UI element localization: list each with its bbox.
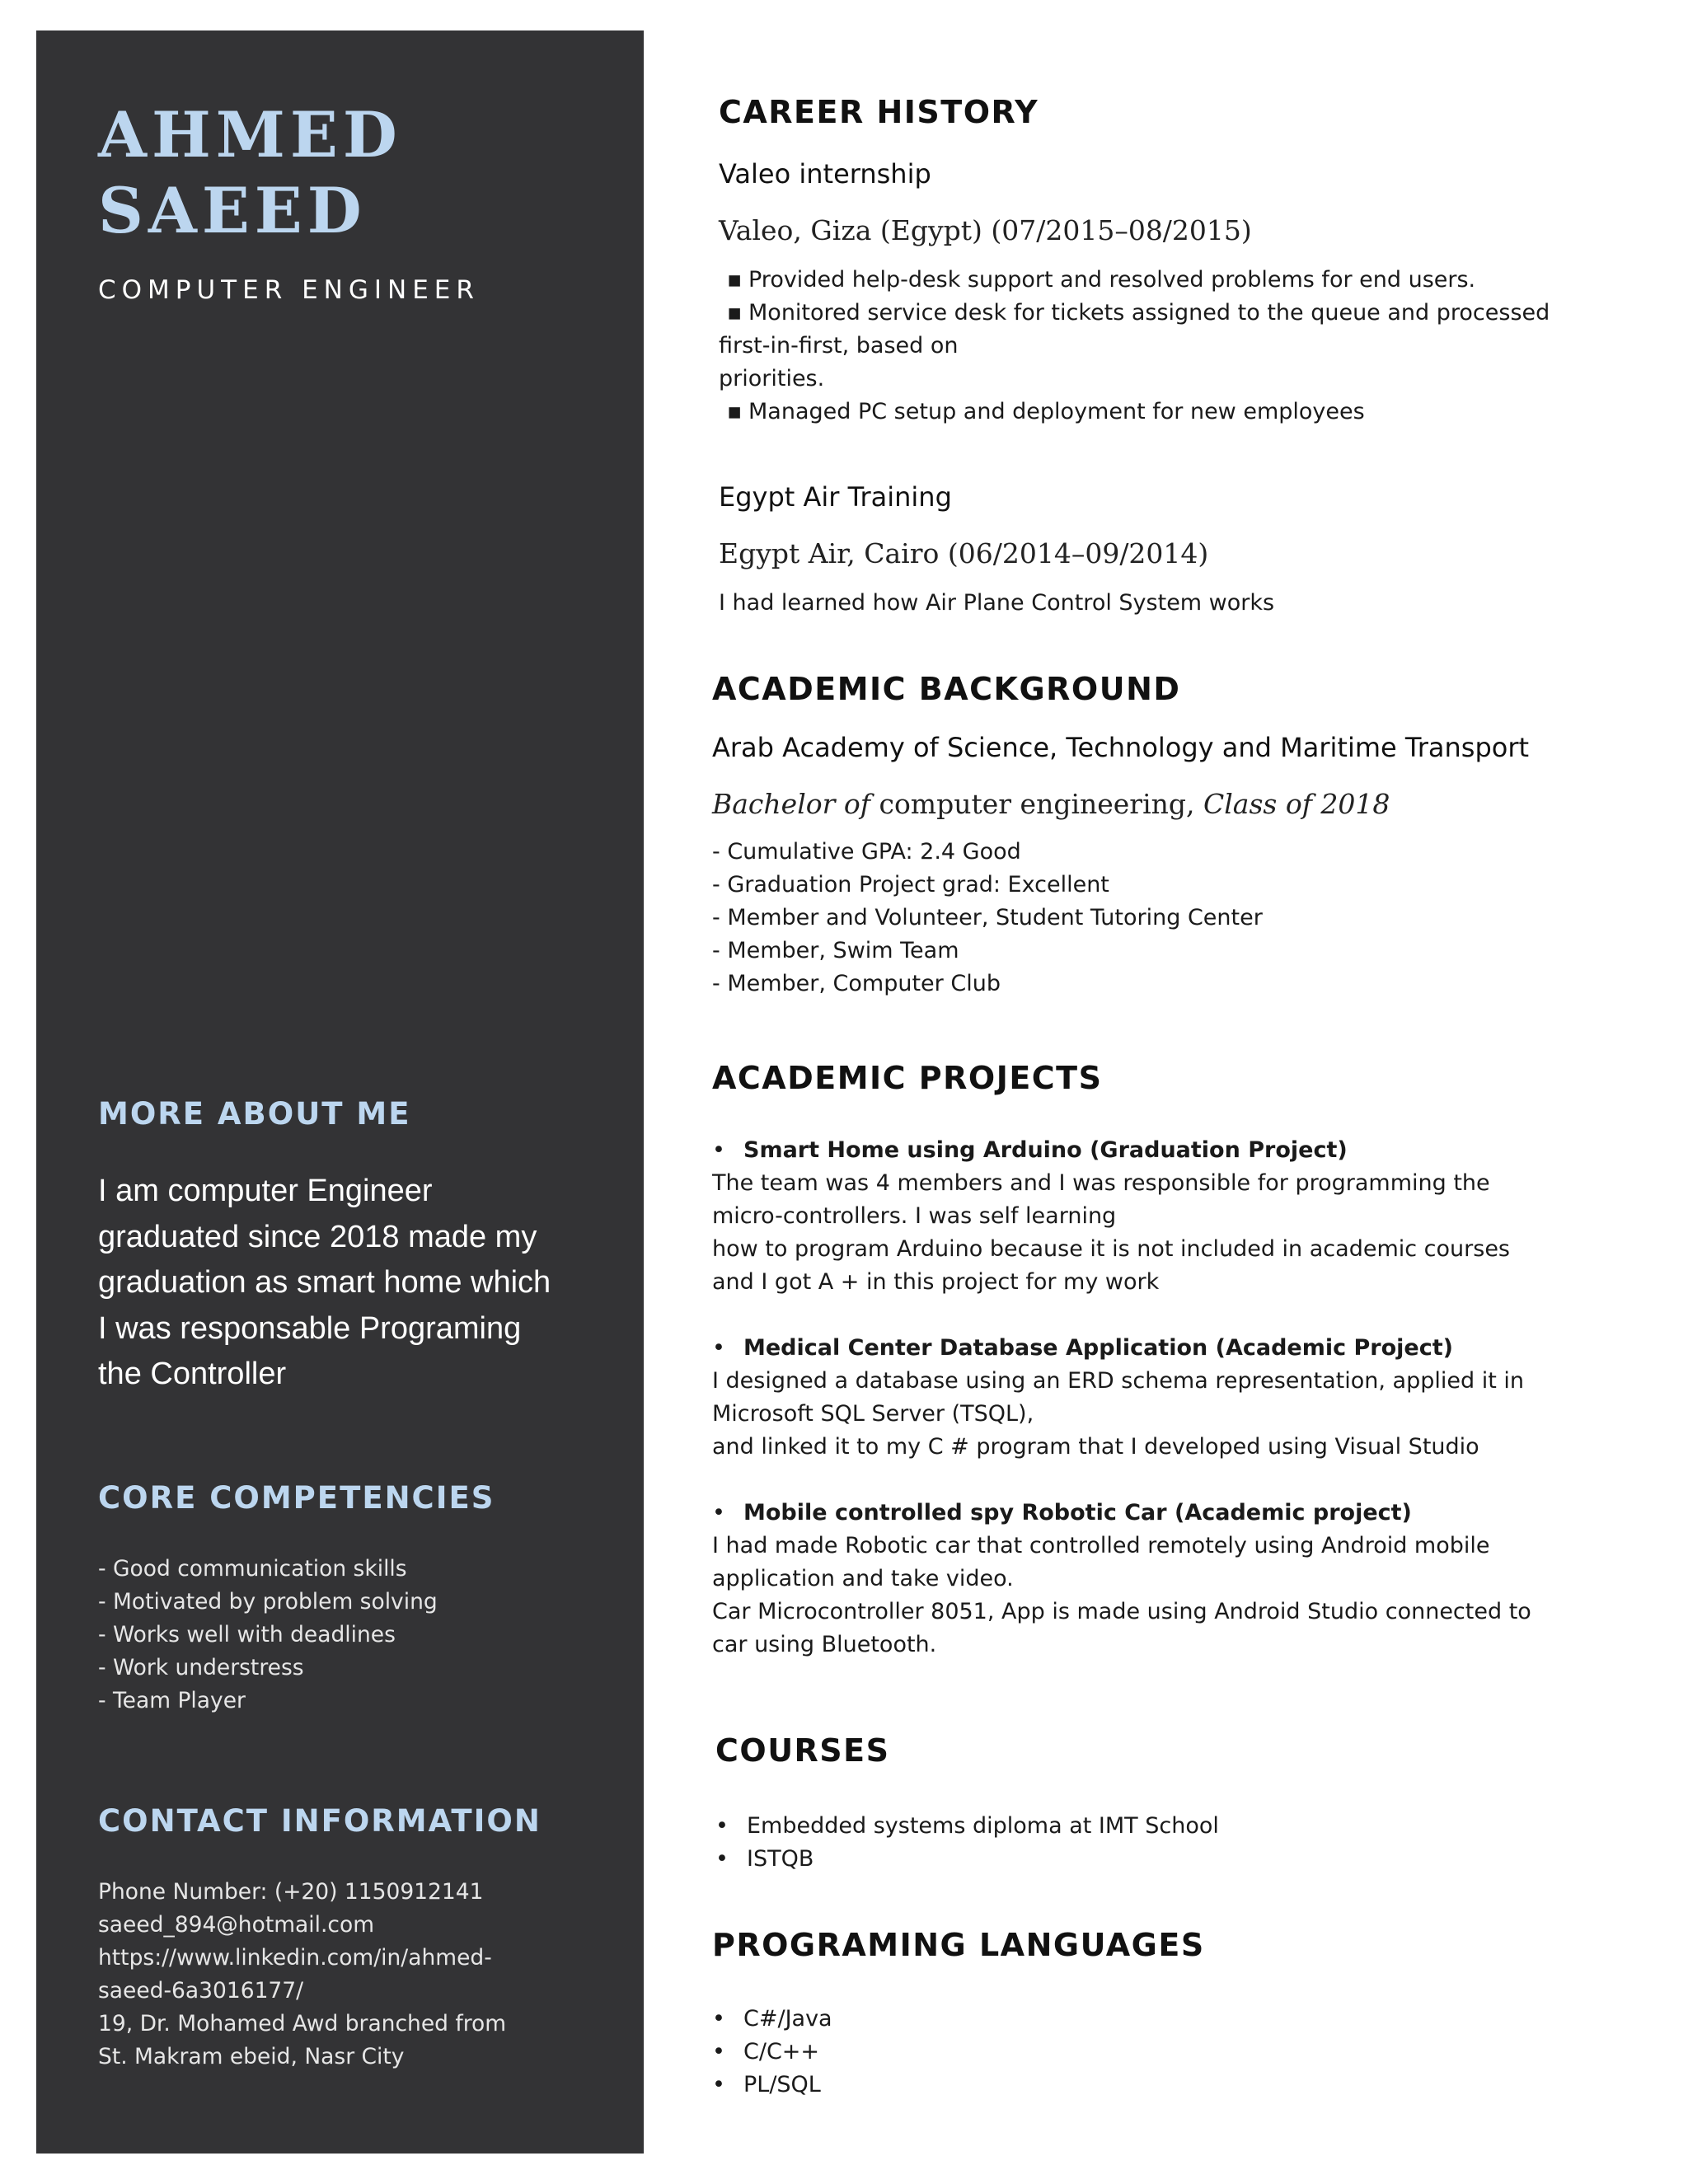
project-line: Car Microcontroller 8051, App is made using Android Studio connected to [712, 1599, 1531, 1624]
square-bullet-icon: ▪ [727, 300, 743, 326]
about-line: graduated since 2018 made my [98, 1219, 537, 1254]
bullet-icon: • [715, 1846, 729, 1872]
about-line: I am computer Engineer [98, 1174, 433, 1208]
competency-item: - Work understress [98, 1655, 304, 1680]
project-line: and I got A + in this project for my work [712, 1269, 1160, 1295]
contact-phone: Phone Number: (+20) 1150912141 [98, 1879, 484, 1905]
list-item: • PL/SQL [712, 2069, 832, 2102]
competencies-list [98, 1553, 626, 1718]
projects-list [712, 1134, 1531, 1661]
school-name: Arab Academy of Science, Technology and Maritime Transport [712, 732, 1530, 763]
competency-item: - Works well with deadlines [98, 1622, 396, 1647]
list-item: - Graduation Project grad: Excellent [712, 872, 1109, 898]
list-item: ▪ Monitored service desk for tickets assigned to the queue and processed [719, 297, 1550, 330]
bullet-icon: • [712, 1335, 725, 1361]
list-item: • Embedded systems diploma at IMT School [715, 1810, 1219, 1843]
contact-linkedin-cont[interactable]: saeed-6a3016177/ [98, 1978, 304, 2004]
list-item-cont: first-in-first, based on [719, 333, 959, 359]
list-item: - Member, Swim Team [712, 938, 959, 963]
projects-heading: ACADEMIC PROJECTS [712, 1060, 1103, 1096]
project-title: • Medical Center Database Application (Academic Project) [712, 1332, 1531, 1365]
contact-info [98, 1876, 626, 2074]
contact-address-cont: St. Makram ebeid, Nasr City [98, 2044, 405, 2069]
job-company-egyptair: Egypt Air, Cairo (06/2014–09/2014) [719, 537, 1209, 569]
list-item-cont: priorities. [719, 366, 825, 391]
competency-item: - Motivated by problem solving [98, 1589, 438, 1615]
competency-item: - Good communication skills [98, 1556, 407, 1582]
about-heading: MORE ABOUT ME [98, 1096, 411, 1132]
project-line: car using Bluetooth. [712, 1632, 937, 1657]
list-item: - Member and Volunteer, Student Tutoring Center [712, 905, 1263, 930]
project-line: Microsoft SQL Server (TSQL), [712, 1401, 1034, 1427]
bullet-icon: • [712, 1500, 725, 1526]
bullet-icon: • [712, 2006, 725, 2032]
bullet-icon: • [712, 1137, 725, 1163]
languages-heading: PROGRAMING LANGUAGES [712, 1927, 1205, 1963]
project-line: I designed a database using an ERD schema representation, applied it in [712, 1368, 1524, 1394]
project-line: The team was 4 members and I was responsible for programming the [712, 1170, 1490, 1196]
square-bullet-icon: ▪ [727, 399, 743, 424]
languages-list [712, 2003, 832, 2102]
job-title-egyptair: Egypt Air Training [719, 481, 952, 513]
list-item: • ISTQB [715, 1843, 1219, 1876]
list-item: • C#/Java [712, 2003, 832, 2036]
contact-linkedin[interactable]: https://www.linkedin.com/in/ahmed- [98, 1945, 492, 1971]
project-line: application and take video. [712, 1566, 1014, 1591]
job-title: COMPUTER ENGINEER [98, 275, 480, 305]
list-item: • C/C++ [712, 2036, 832, 2069]
project-line: I had made Robotic car that controlled remotely using Android mobile [712, 1533, 1490, 1558]
bullet-icon: • [712, 2072, 725, 2097]
job-duties-valeo [719, 264, 1550, 429]
academic-details [712, 836, 1263, 1001]
spacer [712, 1299, 1531, 1332]
list-item: - Cumulative GPA: 2.4 Good [712, 839, 1021, 865]
competencies-heading: CORE COMPETENCIES [98, 1480, 495, 1516]
project-line: how to program Arduino because it is not included in academic courses [712, 1236, 1510, 1262]
project-line: micro-controllers. I was self learning [712, 1203, 1117, 1229]
contact-email[interactable]: saeed_894@hotmail.com [98, 1912, 375, 1938]
name-first: AHMED [98, 98, 402, 171]
academic-heading: ACADEMIC BACKGROUND [712, 671, 1181, 707]
contact-heading: CONTACT INFORMATION [98, 1803, 542, 1839]
bullet-icon: • [712, 2039, 725, 2064]
about-line: I was responsable Programing [98, 1310, 522, 1346]
list-item: ▪ Provided help-desk support and resolved problems for end users. [719, 264, 1550, 297]
bullet-icon: • [715, 1813, 729, 1839]
contact-address: 19, Dr. Mohamed Awd branched from [98, 2011, 507, 2036]
career-heading: CAREER HISTORY [719, 94, 1039, 130]
project-title: • Smart Home using Arduino (Graduation Project) [712, 1134, 1531, 1167]
courses-heading: COURSES [715, 1732, 890, 1769]
list-item: - Member, Computer Club [712, 971, 1001, 996]
job-title-valeo: Valeo internship [719, 158, 931, 190]
square-bullet-icon: ▪ [727, 267, 743, 293]
about-text [98, 1169, 609, 1398]
competency-item: - Team Player [98, 1688, 246, 1713]
list-item: I had learned how Air Plane Control System works [719, 590, 1275, 616]
list-item: ▪ Managed PC setup and deployment for new employees [719, 396, 1550, 429]
degree: Bachelor of computer engineering, Class of 2018 [712, 788, 1390, 820]
project-line: and linked it to my C # program that I developed using Visual Studio [712, 1434, 1479, 1460]
project-title: • Mobile controlled spy Robotic Car (Academic project) [712, 1497, 1531, 1530]
courses-list [715, 1810, 1219, 1876]
name-last: SAEED [98, 174, 367, 247]
job-company-valeo: Valeo, Giza (Egypt) (07/2015–08/2015) [719, 214, 1252, 246]
about-line: graduation as smart home which [98, 1265, 551, 1300]
spacer [712, 1464, 1531, 1497]
about-line: the Controller [98, 1357, 287, 1391]
job-duties-egyptair [719, 587, 1274, 620]
candidate-name [98, 97, 593, 249]
